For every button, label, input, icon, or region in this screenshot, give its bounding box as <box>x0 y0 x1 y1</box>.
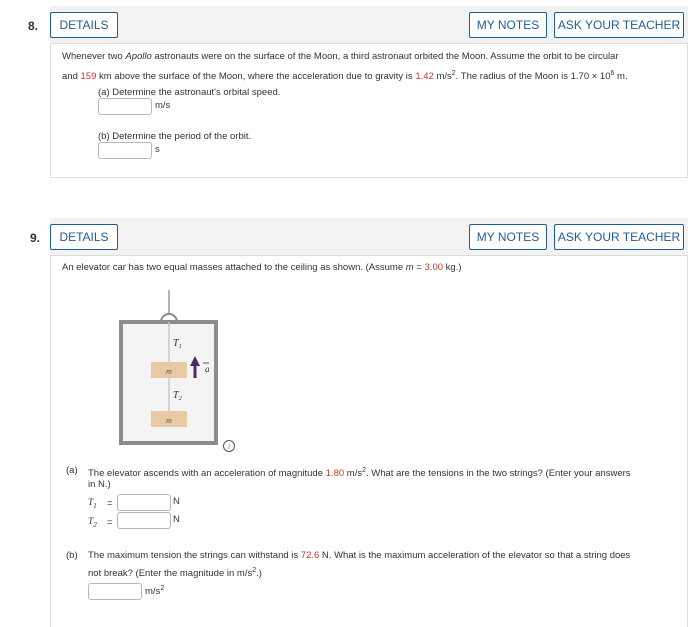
text-segment: N. What is the maximum acceleration of the elevator so that a string does <box>319 550 631 561</box>
t2-label <box>88 514 97 534</box>
text-segment: m/s <box>433 71 452 83</box>
part-a-label: (a) Determine the astronaut's orbital speed. <box>98 87 281 98</box>
text-segment: Apollo <box>125 51 152 62</box>
text-segment: . The radius of the Moon is 1.70 × 10 <box>455 71 611 83</box>
text-segment: 6 <box>610 70 615 77</box>
text-segment: m <box>405 262 414 273</box>
t1-label <box>88 495 97 515</box>
part-a-text-line-2: in N.) <box>88 479 111 490</box>
part-b-label: (b) Determine the period of the orbit. <box>98 131 252 142</box>
question-text-line-2 <box>62 65 628 85</box>
question-number: 9. <box>30 231 41 245</box>
my-notes-button[interactable]: MY NOTES <box>469 224 547 250</box>
text-segment: 1 <box>93 501 97 510</box>
question-text-line-1 <box>62 259 462 276</box>
t1-input[interactable] <box>117 494 171 511</box>
text-segment: and <box>62 71 81 83</box>
unit-label: N <box>173 514 180 525</box>
question-body <box>50 44 688 178</box>
unit-label: s <box>155 144 160 155</box>
tension-label-2: $T_2$ <box>173 390 182 402</box>
mass-label-upper: m <box>166 367 172 376</box>
question-text-line-1 <box>62 48 619 65</box>
part-a-text-line-1 <box>88 462 631 482</box>
text-segment: The maximum tension the strings can withstand is <box>88 550 301 561</box>
text-segment: The elevator ascends with an acceleration of magnitude <box>88 468 326 480</box>
question-header <box>50 218 688 256</box>
question-header <box>50 6 688 44</box>
question-body <box>50 256 688 627</box>
ask-your-teacher-button[interactable]: ASK YOUR TEACHER <box>554 12 684 38</box>
acceleration-label: a <box>205 364 210 374</box>
text-segment: T <box>88 498 94 508</box>
text-segment: astronauts were on the surface of the Moon, a third astronaut orbited the Moon. Assume the orbit to be circular <box>151 51 619 62</box>
equals-sign: = <box>107 498 113 509</box>
ask-your-teacher-button[interactable]: ASK YOUR TEACHER <box>554 224 684 250</box>
details-button[interactable]: DETAILS <box>50 12 118 38</box>
text-segment: Whenever two <box>62 51 126 62</box>
part-b-text-line-2 <box>88 562 262 582</box>
orbital-period-input[interactable] <box>98 142 152 159</box>
mass-value: 3.00 <box>424 262 444 273</box>
mass-label-lower: m <box>166 416 172 425</box>
height-value: 159 <box>80 71 97 83</box>
tension-label-1: $T_1$ <box>173 338 182 350</box>
acceleration-value: 1.80 <box>325 468 345 480</box>
unit-label: N <box>173 496 180 507</box>
text-segment: 2 <box>252 567 257 574</box>
text-segment: not break? (Enter the magnitude in m/s <box>88 568 253 580</box>
text-segment: = <box>413 262 425 273</box>
max-acceleration-input[interactable] <box>88 583 142 600</box>
question-number: 8. <box>28 19 39 33</box>
text-segment: . What are the tensions in the two strings? (Enter your answers <box>366 468 631 480</box>
text-segment: km above the surface of the Moon, where the acceleration due to gravity is <box>96 71 416 83</box>
text-segment: m/s <box>145 586 161 598</box>
t2-input[interactable] <box>117 512 171 529</box>
text-segment: An elevator car has two equal masses attached to the ceiling as shown. (Assume <box>62 262 406 273</box>
info-icon-glyph: i <box>228 443 230 451</box>
text-segment: .) <box>256 568 262 580</box>
gravity-value: 1.42 <box>415 71 434 83</box>
equals-sign: = <box>107 517 113 528</box>
unit-label <box>145 585 164 597</box>
text-segment: 2 <box>93 520 97 529</box>
text-segment: m. <box>614 71 628 83</box>
elevator-figure <box>111 284 251 454</box>
details-button[interactable]: DETAILS <box>50 224 118 250</box>
unit-label: m/s <box>155 100 171 111</box>
text-segment: 2 <box>160 585 165 592</box>
text-segment: 2 <box>451 70 456 77</box>
max-tension-value: 72.6 <box>300 550 320 561</box>
part-a-marker: (a) <box>66 465 78 476</box>
text-segment: 2 <box>362 467 366 474</box>
text-segment: kg.) <box>443 262 462 273</box>
part-b-marker: (b) <box>66 550 78 561</box>
my-notes-button[interactable]: MY NOTES <box>469 12 547 38</box>
orbital-speed-input[interactable] <box>98 98 152 115</box>
text-segment: T <box>88 517 94 527</box>
text-segment: m/s <box>344 468 363 480</box>
